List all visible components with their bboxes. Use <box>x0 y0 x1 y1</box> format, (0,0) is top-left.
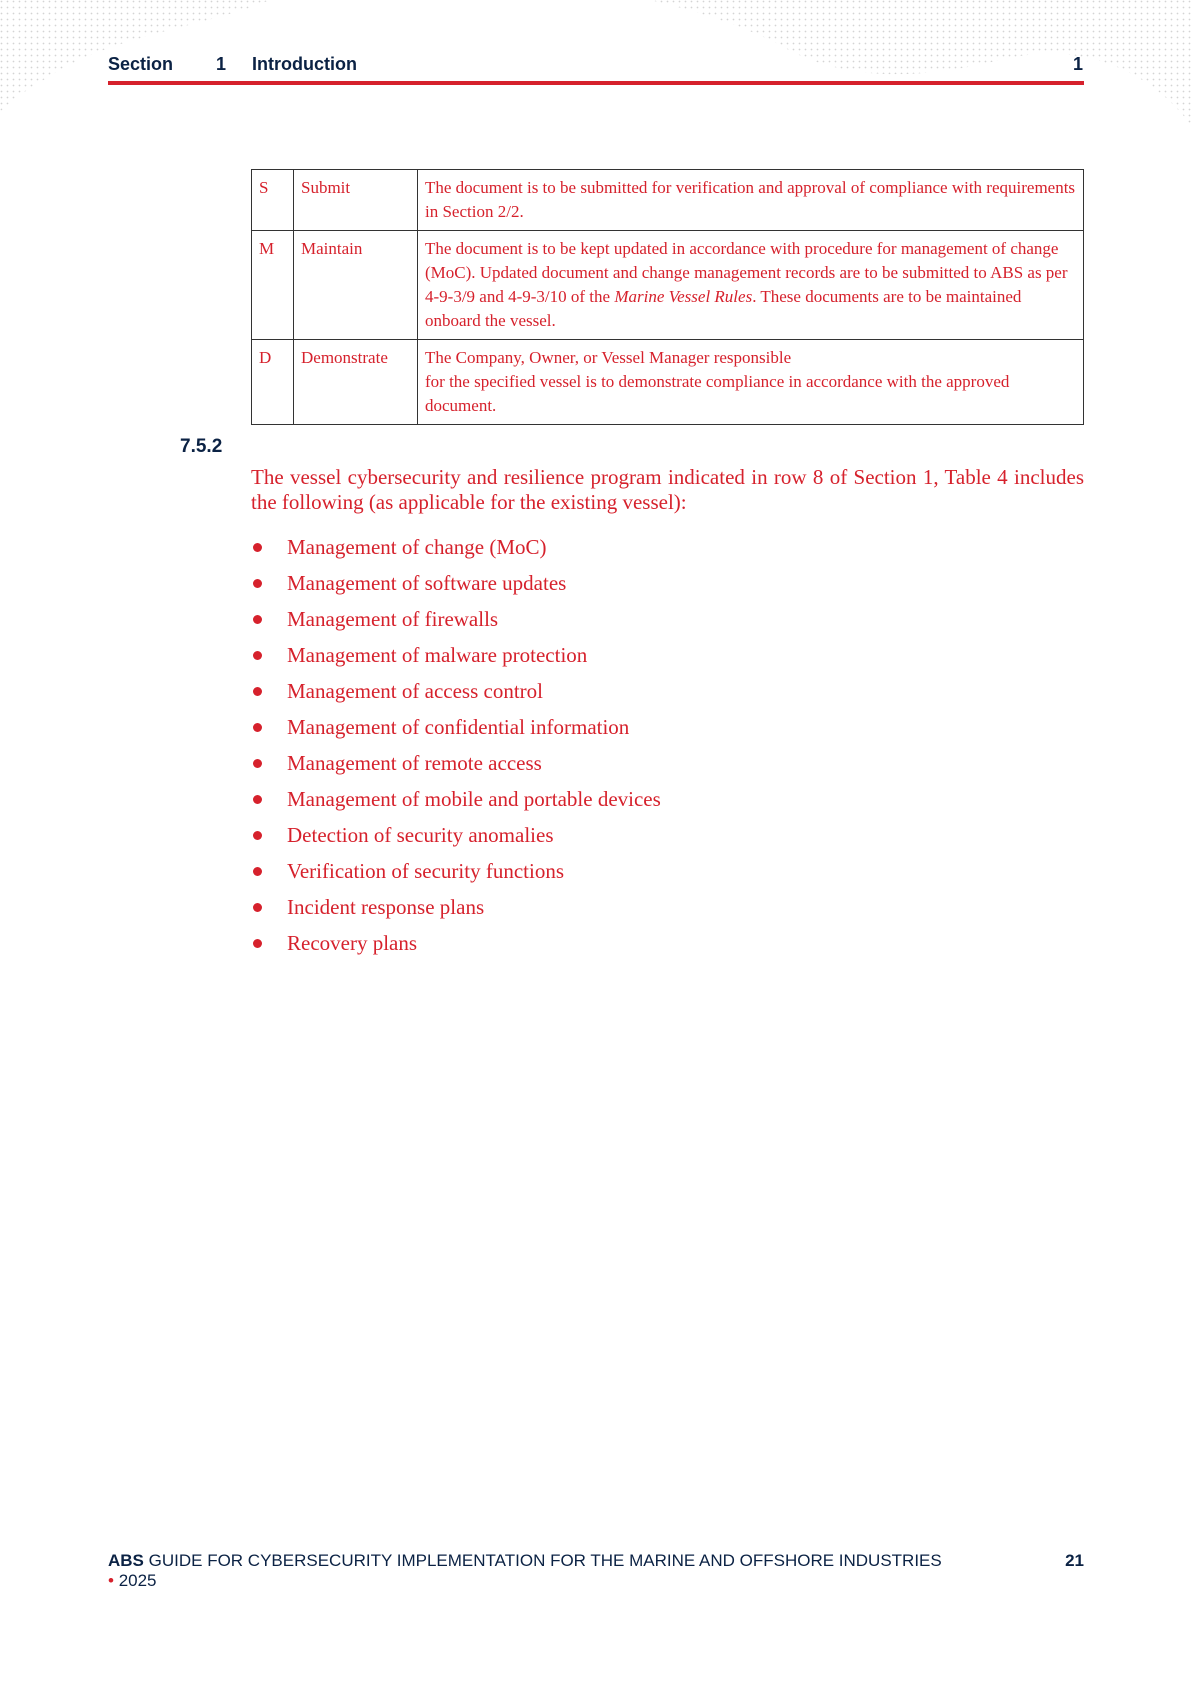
list-item <box>251 568 661 604</box>
code-cell: M <box>252 231 294 340</box>
list-item-text: Management of confidential information <box>287 715 630 739</box>
list-item <box>251 604 661 640</box>
header-rule <box>108 81 1084 85</box>
list-item-text: Management of remote access <box>287 751 542 775</box>
list-item-text: Recovery plans <box>287 931 418 955</box>
description-text: The Company, Owner, or Vessel Manager responsible <box>425 348 792 367</box>
section-number: 1 <box>216 54 227 74</box>
footer-separator: • <box>108 1571 114 1590</box>
table-row <box>252 170 1084 231</box>
list-item-text: Management of firewalls <box>287 607 499 631</box>
section-title: Introduction <box>252 54 357 74</box>
list-item-text: Management of access control <box>287 679 543 703</box>
description-text-end: . These documents are to be maintained onboard the vessel. <box>425 287 1022 330</box>
code-cell: S <box>252 170 294 231</box>
list-item <box>251 712 661 748</box>
description-text-end: for the specified vessel is to demonstrate compliance in accordance with the approved document. <box>425 372 1010 415</box>
description-text: The document is to be kept updated in accordance with procedure for management of change (MoC). Updated document and change management records are to be submitted to ABS as per 4-9-3/9 and 4-9-3/10 of the <box>425 239 1068 306</box>
requirements-table <box>251 169 1084 425</box>
section-number-heading: 7.5.2 <box>180 436 223 457</box>
bullet-icon <box>253 579 262 588</box>
list-item-text: Management of software updates <box>287 571 567 595</box>
action-cell: Demonstrate <box>294 340 418 425</box>
bullet-icon <box>253 543 262 552</box>
description-cell <box>418 231 1084 340</box>
page-footer <box>108 1551 1008 1591</box>
footer-year: 2025 <box>118 1571 157 1590</box>
description-cell <box>418 170 1084 231</box>
list-item <box>251 892 661 928</box>
table-row <box>252 231 1084 340</box>
section-label: Section <box>108 54 174 74</box>
table-row <box>252 340 1084 425</box>
footer-title: GUIDE FOR CYBERSECURITY IMPLEMENTATION FOR THE MARINE AND OFFSHORE INDUSTRIES <box>148 1551 942 1570</box>
page-number: 21 <box>1065 1551 1084 1570</box>
list-item-text: Management of change (MoC) <box>287 535 547 559</box>
description-cell <box>418 340 1084 425</box>
bullet-icon <box>253 651 262 660</box>
rules-reference: Marine Vessel Rules <box>614 287 753 306</box>
action-cell: Submit <box>294 170 418 231</box>
list-item-text: Management of malware protection <box>287 643 588 667</box>
list-item <box>251 784 661 820</box>
footer-brand: ABS <box>108 1551 144 1570</box>
list-item <box>251 928 661 964</box>
list-item-text: Incident response plans <box>287 895 485 919</box>
bullet-icon <box>253 903 262 912</box>
list-item-text: Verification of security functions <box>287 859 564 883</box>
list-item <box>251 820 661 856</box>
list-item-text: Detection of security anomalies <box>287 823 554 847</box>
bullet-icon <box>253 867 262 876</box>
bullet-icon <box>253 831 262 840</box>
list-item <box>251 532 661 568</box>
bullet-icon <box>253 687 262 696</box>
chapter-number: 1 <box>1072 54 1083 74</box>
action-cell: Maintain <box>294 231 418 340</box>
bullet-icon <box>253 939 262 948</box>
bullet-icon <box>253 615 262 624</box>
code-cell: D <box>252 340 294 425</box>
program-items-list <box>251 532 661 964</box>
list-item <box>251 640 661 676</box>
bullet-icon <box>253 759 262 768</box>
bullet-icon <box>253 795 262 804</box>
list-item <box>251 748 661 784</box>
list-item <box>251 676 661 712</box>
bullet-icon <box>253 723 262 732</box>
running-header <box>108 54 1083 80</box>
description-text: The document is to be submitted for verification and approval of compliance with requirements in Section 2/2. <box>425 178 1076 221</box>
intro-paragraph: The vessel cybersecurity and resilience program indicated in row 8 of Section 1, Table 4 includes the following (as applicable for the existing vessel): <box>251 465 1084 514</box>
list-item-text: Management of mobile and portable devices <box>287 787 661 811</box>
list-item <box>251 856 661 892</box>
